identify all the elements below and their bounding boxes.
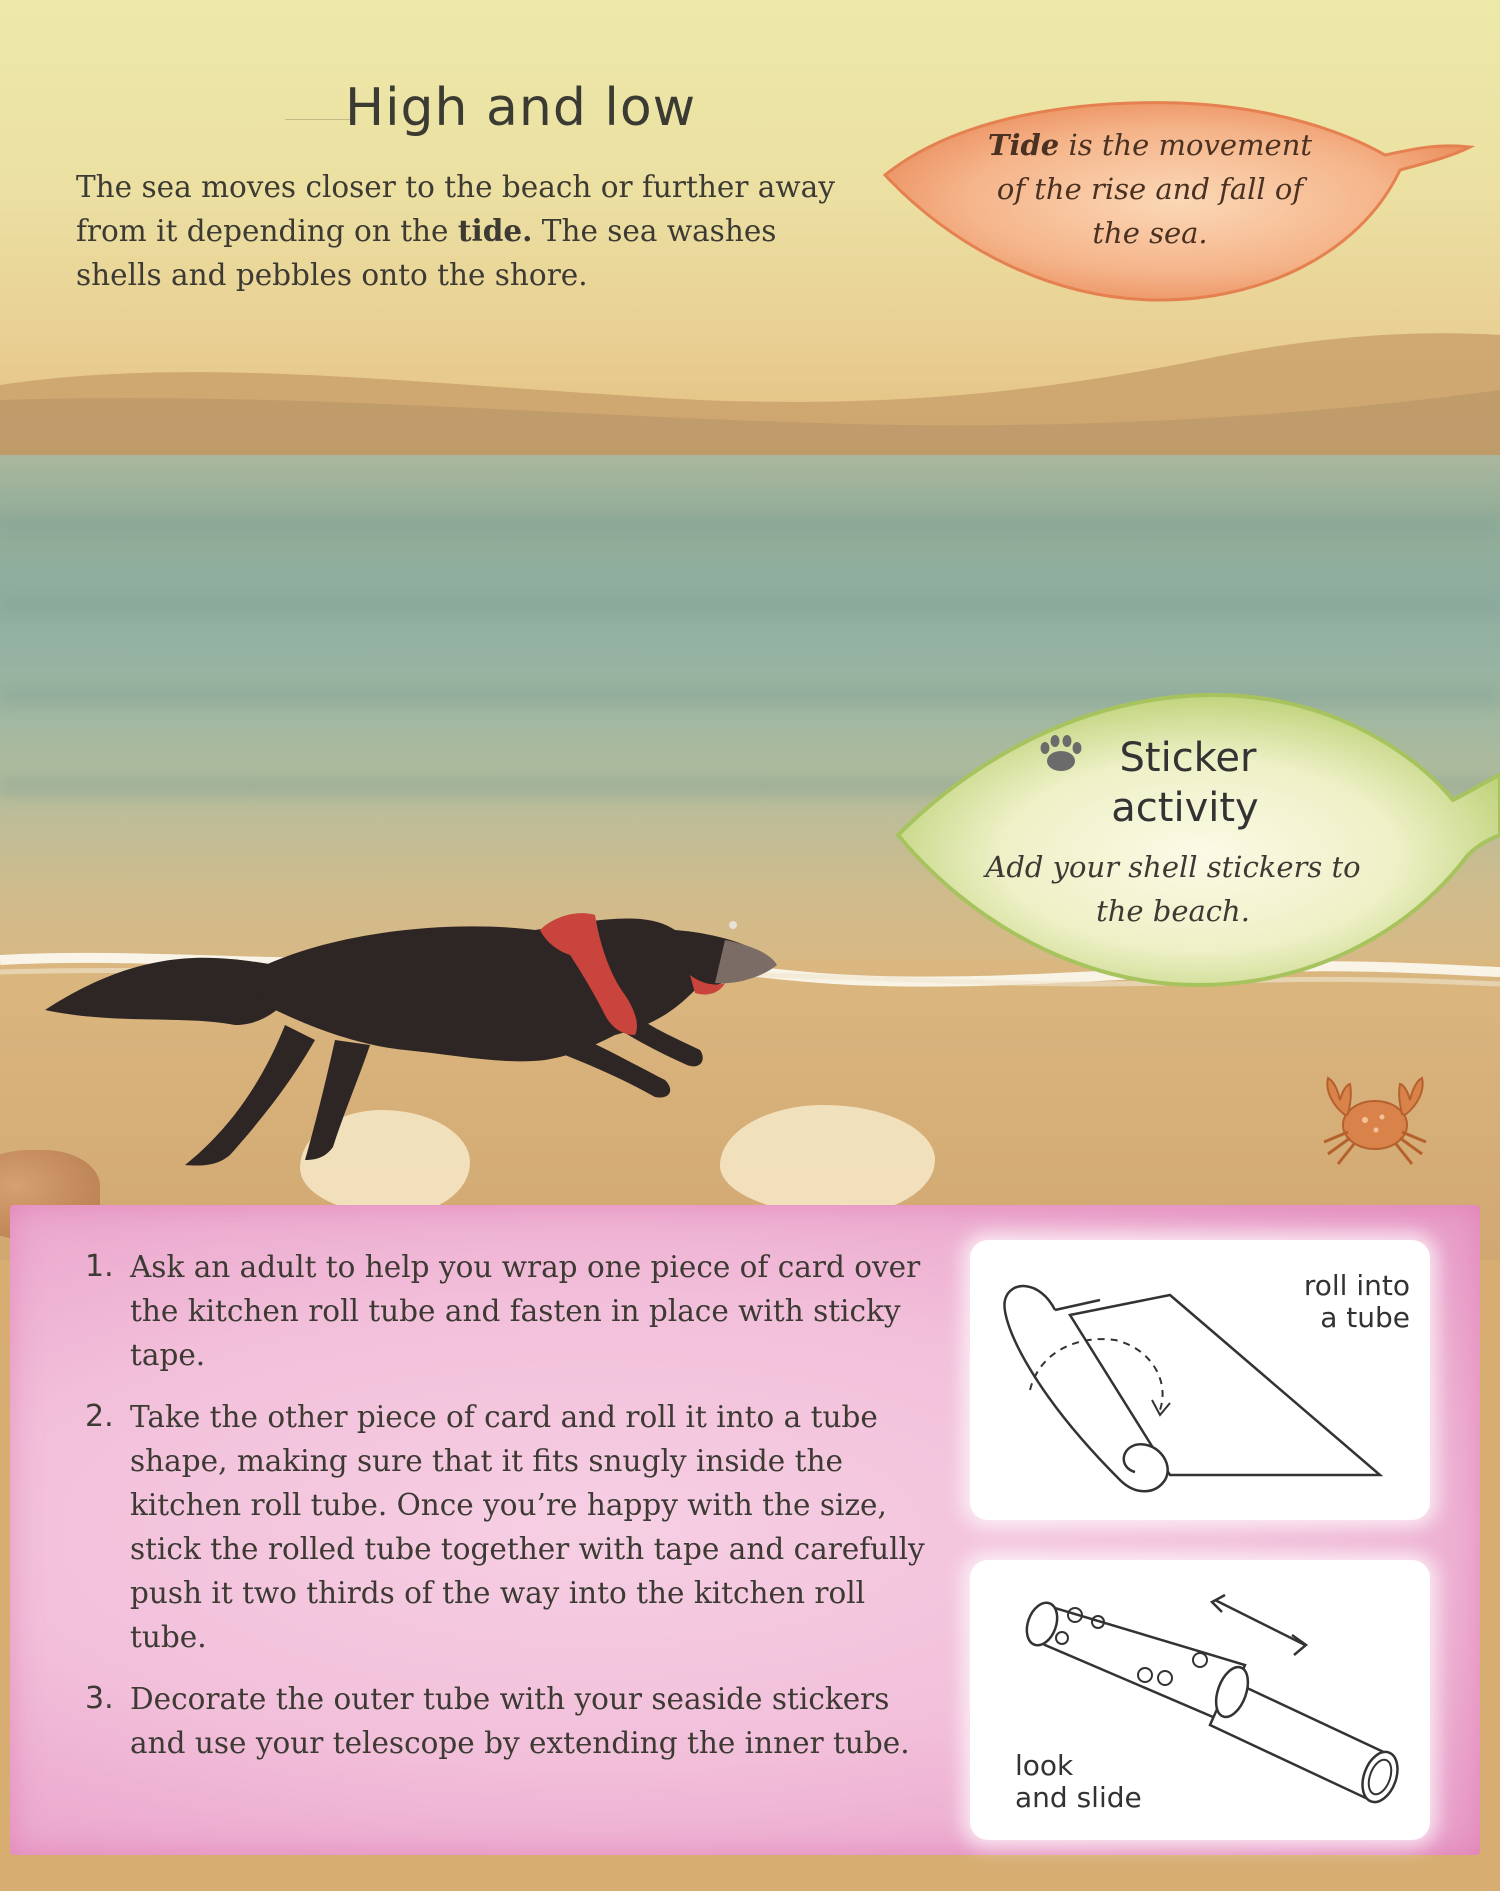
instruction-step — [85, 1395, 935, 1659]
tide-definition: is the movement of the rise and fall of the sea. — [996, 128, 1313, 250]
step-text: Take the other piece of card and roll it into a tube shape, making sure that it fits snugly inside the kitchen roll tube. Once you’re happy with the size, stick the rolled tube together with tape and carefully push it two thirds of the way into the kitchen roll tube. — [130, 1400, 925, 1654]
sticker-title-line: Sticker — [1119, 735, 1257, 781]
roll-into-tube-label — [1260, 1270, 1410, 1334]
diagram-label-line: a tube — [1320, 1301, 1410, 1334]
instruction-step — [85, 1677, 935, 1765]
activity-panel — [10, 1205, 1480, 1855]
sticker-title-word: activity — [1111, 785, 1259, 831]
sticker-activity-title — [1038, 733, 1338, 833]
page-title: High and low — [345, 78, 697, 138]
intro-text: The sea moves closer to the beach or further away from it depending on the — [76, 170, 835, 248]
step-number: 1. — [85, 1249, 114, 1284]
green-leaf-shape — [888, 685, 1500, 995]
intro-paragraph — [76, 165, 846, 297]
sticker-activity-callout — [888, 685, 1500, 995]
look-and-slide-diagram — [970, 1560, 1430, 1840]
step-text: Ask an adult to help you wrap one piece of card over the kitchen roll tube and fasten in place with sticky tape. — [130, 1250, 921, 1372]
step-number: 3. — [85, 1681, 114, 1716]
sticker-title-line-2 — [1038, 783, 1338, 833]
tide-definition-text — [975, 123, 1325, 255]
diagram-label-line: look — [1015, 1749, 1074, 1782]
intro-bold: tide. — [457, 213, 533, 248]
step-text: Decorate the outer tube with your seaside stickers and use your telescope by extending the inner tube. — [130, 1682, 910, 1760]
look-and-slide-label — [1015, 1750, 1165, 1814]
diagram-label-line: roll into — [1303, 1269, 1410, 1302]
instruction-step — [85, 1245, 935, 1377]
running-dog-illustration — [35, 875, 795, 1175]
instruction-steps — [85, 1245, 935, 1783]
crab-illustration — [1310, 1070, 1440, 1170]
tide-term: Tide — [987, 128, 1060, 162]
roll-into-tube-diagram — [970, 1240, 1430, 1520]
tide-definition-callout — [880, 95, 1480, 315]
step-number: 2. — [85, 1399, 114, 1434]
diagram-label-line: and slide — [1015, 1781, 1142, 1814]
sticker-instruction: Add your shell stickers to the beach. — [985, 850, 1361, 928]
intro-text-end: The sea washes shells and pebbles onto the shore. — [76, 214, 777, 292]
